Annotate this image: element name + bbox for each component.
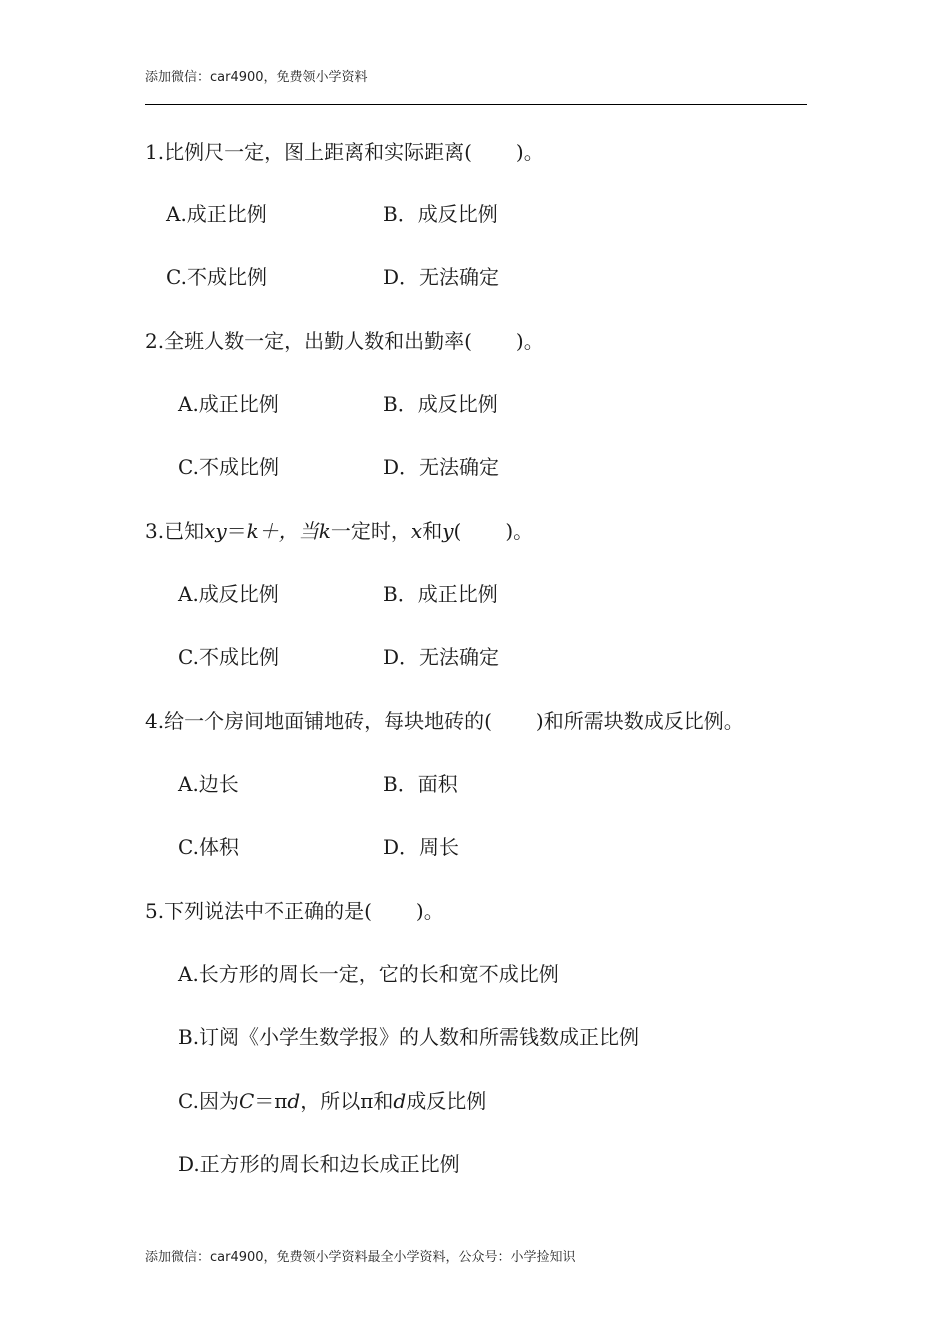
question-3-option-c: C.不成比例 <box>178 645 279 669</box>
question-4-option-b: B．面积 <box>383 772 458 796</box>
question-5-option-a: A.长方形的周长一定，它的长和宽不成比例 <box>178 962 559 986</box>
stem-text: 3.已知 <box>145 519 205 543</box>
question-4-stem-post: )和所需块数成反比例。 <box>535 709 744 733</box>
question-1-stem-pre: 1.比例尺一定，图上距离和实际距离( <box>145 140 472 164</box>
question-2-stem-pre: 2.全班人数一定，出勤人数和出勤率( <box>145 329 472 353</box>
question-4-option-c: C.体积 <box>178 835 239 859</box>
header-rule <box>145 104 807 105</box>
question-1-option-a: A.成正比例 <box>166 202 267 226</box>
option-text: ，所以π和 <box>300 1089 394 1113</box>
question-1-option-d: D．无法确定 <box>383 265 500 289</box>
stem-text: )。 <box>505 519 534 543</box>
variable-xy: xy <box>204 519 227 543</box>
option-text: C.因为 <box>178 1089 239 1113</box>
variable-x: x <box>410 519 423 543</box>
question-2-option-b: B．成反比例 <box>383 392 498 416</box>
question-2-option-c: C.不成比例 <box>178 455 279 479</box>
variable-d: d <box>287 1089 301 1113</box>
stem-text: 和 <box>422 519 443 543</box>
question-1-stem <box>145 138 544 166</box>
question-4-option-a: A.边长 <box>178 772 239 796</box>
question-4-stem <box>145 707 744 735</box>
question-2-stem-post: )。 <box>515 329 544 353</box>
variable-d: d <box>393 1089 407 1113</box>
question-2-option-d: D．无法确定 <box>383 455 500 479</box>
question-5-option-b: B.订阅《小学生数学报》的人数和所需钱数成正比例 <box>178 1025 640 1049</box>
question-5-stem-post: )。 <box>415 899 444 923</box>
question-1-stem-post: )。 <box>515 140 544 164</box>
question-5-stem <box>145 897 444 925</box>
variable-k: k <box>318 519 331 543</box>
variable-k: k <box>246 519 259 543</box>
variable-c: C <box>238 1089 255 1113</box>
question-5-stem-pre: 5.下列说法中不正确的是( <box>145 899 372 923</box>
stem-text: 一定时， <box>330 519 411 543</box>
stem-text: ( <box>453 519 462 543</box>
question-2-stem <box>145 327 544 355</box>
stem-text: ＝ <box>226 519 247 543</box>
stem-text: ＋，当 <box>258 519 319 543</box>
question-1-option-c: C.不成比例 <box>166 265 267 289</box>
question-5-option-d: D.正方形的周长和边长成正比例 <box>178 1152 460 1176</box>
option-text: 成反比例 <box>406 1089 487 1113</box>
question-3-option-d: D．无法确定 <box>383 645 500 669</box>
question-3-option-b: B．成正比例 <box>383 582 498 606</box>
page-footer: 添加微信：car4900，免费领小学资料最全小学资料，公众号：小学捡知识 <box>145 1250 576 1265</box>
question-3-stem <box>145 517 533 545</box>
question-4-option-d: D．周长 <box>383 835 460 859</box>
question-3-option-a: A.成反比例 <box>178 582 279 606</box>
question-2-option-a: A.成正比例 <box>178 392 279 416</box>
variable-y: y <box>442 519 454 543</box>
page-header: 添加微信：car4900，免费领小学资料 <box>145 70 368 85</box>
question-1-option-b: B．成反比例 <box>383 202 498 226</box>
question-5-option-c <box>178 1087 486 1115</box>
option-text: ＝π <box>254 1089 288 1113</box>
question-4-stem-pre: 4.给一个房间地面铺地砖，每块地砖的( <box>145 709 492 733</box>
